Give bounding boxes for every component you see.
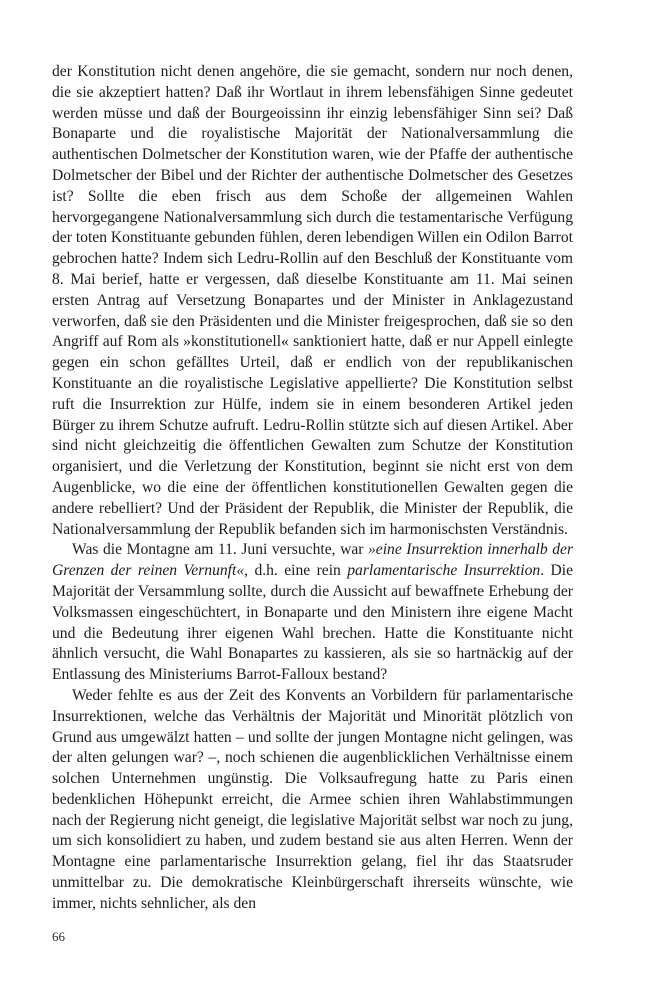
text-run: Was die Montagne am 11. Juni versuchte, war xyxy=(72,541,368,559)
italic-text-run: parlamentarische Insurrektion xyxy=(347,562,541,580)
italic-text-run: »eine Insurrektion innerhalb der Grenzen der reinen Vernunft« xyxy=(52,541,574,580)
text-run: , d.h. eine rein xyxy=(244,562,348,580)
paragraph xyxy=(52,686,573,915)
body-text xyxy=(52,62,573,915)
text-run: . Die Majorität der Versammlung sollte, durch die Aussicht auf bewaffnete Erhebung der Volksmassen eingeschüchtert, in Bonaparte und den Ministern ihre eigene Macht und die Bedeutung ihrer eigenen Wahl brechen. Hatte die Konstituante nicht ähnlich versucht, die Wahl Bonapartes zu kassieren, als sie so hartnäckig auf der Entlassung des Ministeriums Barrot-Falloux bestand? xyxy=(52,562,574,684)
text-run: Weder fehlte es aus der Zeit des Konvents an Vorbildern für parlamentarische Insurrektionen, welche das Verhältnis der Majorität und Minorität plötzlich von Grund aus umgewälzt hatten – und sollte der jungen Montagne nicht gelingen, was der alten gelungen war? –, noch schienen die augenblicklichen Verhältnisse einem solchen Unternehmen ungünstig. Die Volksaufregung hatte zu Paris einen bedenklichen Höhepunkt erreicht, die Armee schien ihren Wahlabstimmungen nach der Regierung nicht geneigt, die legislative Majorität selbst war noch zu jung, um sich konsolidiert zu haben, und zudem bestand sie aus alten Herren. Wenn der Montagne eine parlamentarische Insurrektion gelang, fiel ihr das Staatsruder unmittelbar zu. Die demokratische Kleinbürgerschaft ihrerseits wünschte, wie immer, nichts sehnlicher, als den xyxy=(52,686,573,912)
paragraph xyxy=(52,540,573,686)
text-run: der Konstitution nicht denen angehöre, die sie gemacht, sondern nur noch denen, die sie akzeptiert hatten? Daß ihr Wortlaut in ihrem lebensfähigen Sinne gedeutet werden müsse und daß der Bourgeoissinn ihr einzig lebensfähiger Sinn sei? Daß Bonaparte und die royalistische Majorität der Nationalversammlung die authentischen Dolmetscher der Konstitution waren, wie der Pfaffe der authentische Dolmetscher der Bibel und der Richter der authentische Dolmetscher des Gesetzes ist? Sollte die eben frisch aus dem Schoße der allgemeinen Wahlen hervorgegangene Nationalversammlung sich durch die testamentarische Verfügung der toten Konstituante gebunden fühlen, deren lebendigen Willen ein Odilon Barrot gebrochen hatte? Indem sich Ledru-Rollin auf den Beschluß der Konstituante vom 8. Mai berief, hatte er vergessen, daß dieselbe Konstituante am 11. Mai seinen ersten Antrag auf Versetzung Bonapartes und der Minister in Anklagezustand verworfen, daß sie den Präsidenten und die Minister freigesprochen, daß sie so den Angriff auf Rom als »konstitutionell« sanktioniert hatte, daß er nur Appell einlegte gegen ein schon gefälltes Urteil, daß er endlich von der republikanischen Konstituante an die royalistische Legislative appellierte? Die Konstitution selbst ruft die Insurrektion zur Hülfe, indem sie in einem besonderen Artikel jeden Bürger zu ihrem Schutze aufruft. Ledru-Rollin stützte sich auf diesen Artikel. Aber sind nicht gleichzeitig die öffentlichen Gewalten zum Schutze der Konstitution organisiert, und die Verletzung der Konstitution, beginnt sie nicht erst von dem Augenblicke, wo die eine der öffentlichen konstitutionellen Gewalten gegen die andere rebelliert? Und der Präsident der Republik, die Minister der Republik, die Nationalversammlung der Republik befanden sich im harmonischsten Verständnis. xyxy=(52,63,573,538)
page-number: 66 xyxy=(52,929,65,944)
paragraph xyxy=(52,62,573,540)
